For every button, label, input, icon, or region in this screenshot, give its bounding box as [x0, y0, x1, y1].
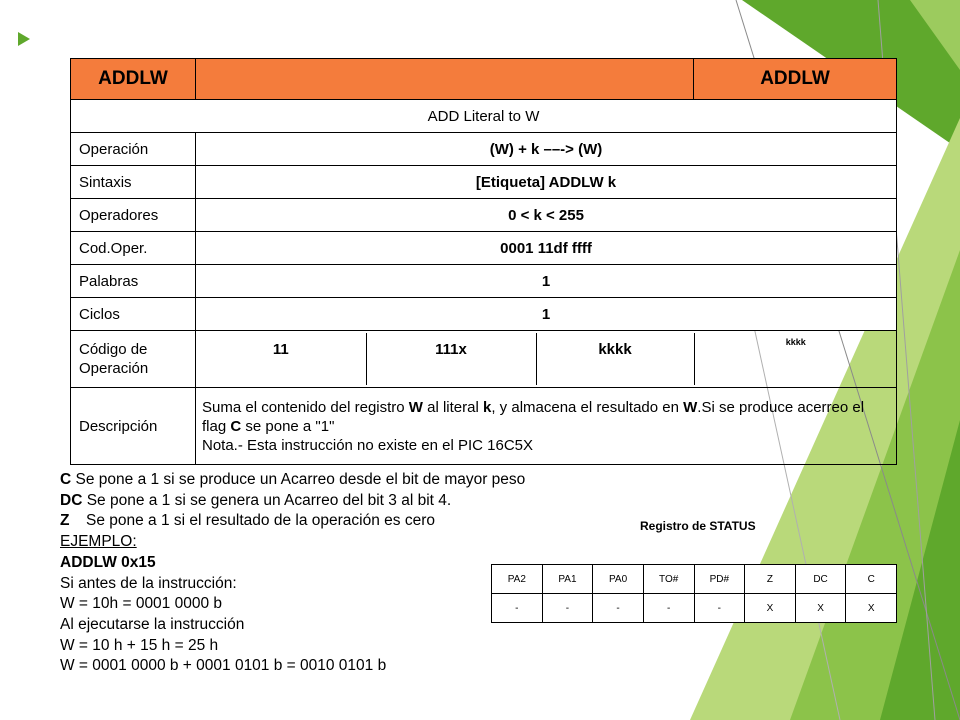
example-line: Si antes de la instrucción: [60, 574, 237, 592]
desc-w: W [683, 398, 698, 416]
status-header-row [492, 565, 897, 594]
row-label-sintaxis: Sintaxis [71, 166, 196, 199]
desc-k: k [483, 398, 492, 416]
status-title-prefix: Registro de [640, 519, 710, 533]
table-header-row [71, 59, 897, 100]
opcode-cells [196, 331, 897, 388]
status-register-table [491, 564, 897, 623]
opcode-label-line1: Código de [79, 341, 148, 358]
status-bit-header: C [846, 565, 897, 594]
row-label-operacion: Operación [71, 133, 196, 166]
green-arrow-icon [18, 32, 30, 46]
status-bit-value: X [846, 594, 897, 623]
status-bit-header: TO# [643, 565, 694, 594]
status-bit-header: PA1 [542, 565, 593, 594]
opcode-label-line2: Operación [79, 360, 149, 377]
example-heading: EJEMPLO: [60, 533, 137, 551]
opcode-cell-2: 111x [366, 333, 536, 385]
status-bit-value: - [593, 594, 644, 623]
header-right: ADDLW [694, 59, 897, 100]
status-title-name: STATUS [709, 519, 756, 533]
row-label-cod-oper: Cod.Oper. [71, 232, 196, 265]
opcode-cell-3: kkkk [536, 333, 694, 385]
note-z-text: Se pone a 1 si el resultado de la operación es cero [86, 512, 435, 530]
desc-part: .Si se produce acerreo el flag [202, 398, 865, 435]
opcode-label [71, 331, 196, 388]
desc-part: Suma el contenido del registro [202, 398, 409, 416]
status-register-title [640, 519, 756, 533]
example-line: W = 10h = 0001 0000 b [60, 595, 223, 613]
status-bit-value: - [542, 594, 593, 623]
status-value-row [492, 594, 897, 623]
row-value-cod-oper: 0001 11df ffff [196, 232, 897, 265]
table-row [71, 298, 897, 331]
table-row [71, 265, 897, 298]
status-bit-value: - [492, 594, 543, 623]
note-z [60, 511, 660, 532]
status-bit-header: PA2 [492, 565, 543, 594]
opcode-cell-1: 11 [272, 341, 289, 358]
desc-c: C [230, 417, 242, 435]
status-bit-value: X [795, 594, 846, 623]
row-value-operacion: (W) + k ––-> (W) [196, 133, 897, 166]
note-dc-text: Se pone a 1 si se genera un Acarreo del bit 3 al bit 4. [82, 491, 452, 509]
note-dc [60, 491, 660, 512]
example-line: Al ejecutarse la instrucción [60, 615, 245, 633]
instruction-subtitle: ADD Literal to W [71, 100, 897, 133]
header-left: ADDLW [71, 59, 196, 100]
desc-part: se pone a "1" [241, 417, 335, 435]
flag-dc: DC [60, 491, 83, 509]
table-row [71, 166, 897, 199]
row-value-palabras: 1 [196, 265, 897, 298]
status-bit-value: X [745, 594, 796, 623]
status-bit-header: PA0 [593, 565, 644, 594]
example-instruction: ADDLW 0x15 [60, 553, 156, 571]
opcode-subtable [196, 333, 897, 385]
desc-w: W [408, 398, 423, 416]
status-bit-header: Z [745, 565, 796, 594]
flag-z: Z [60, 512, 70, 530]
opcode-cell-4: kkkk [694, 333, 897, 385]
row-label-operadores: Operadores [71, 199, 196, 232]
status-bit-header: PD# [694, 565, 745, 594]
description-label: Descripción [71, 388, 196, 465]
example-line: W = 10 h + 15 h = 25 h [60, 636, 219, 654]
flag-c: C [60, 471, 72, 488]
description-row [71, 388, 897, 465]
table-row [71, 133, 897, 166]
row-value-ciclos: 1 [196, 298, 897, 331]
desc-part: , y almacena el resultado en [491, 398, 684, 416]
status-bit-value: - [694, 594, 745, 623]
opcode-row [71, 331, 897, 388]
description-note: Nota.- Esta instrucción no existe en el PIC 16C5X [202, 436, 533, 454]
table-row [71, 199, 897, 232]
instruction-table [70, 58, 897, 465]
subtitle-row [71, 100, 897, 133]
example-line: W = 0001 0000 b + 0001 0101 b = 0010 0101 b [60, 657, 387, 675]
status-bit-header: DC [795, 565, 846, 594]
desc-part: al literal [422, 398, 483, 416]
row-label-palabras: Palabras [71, 265, 196, 298]
row-label-ciclos: Ciclos [71, 298, 196, 331]
note-c-text: Se pone a 1 si se produce un Acarreo desde el bit de mayor peso [71, 471, 526, 488]
description-text [196, 388, 897, 465]
row-value-sintaxis: [Etiqueta] ADDLW k [196, 166, 897, 199]
table-row [71, 232, 897, 265]
row-value-operadores: 0 < k < 255 [196, 199, 897, 232]
note-c [60, 470, 660, 491]
header-spacer [196, 59, 694, 100]
status-bit-value: - [643, 594, 694, 623]
